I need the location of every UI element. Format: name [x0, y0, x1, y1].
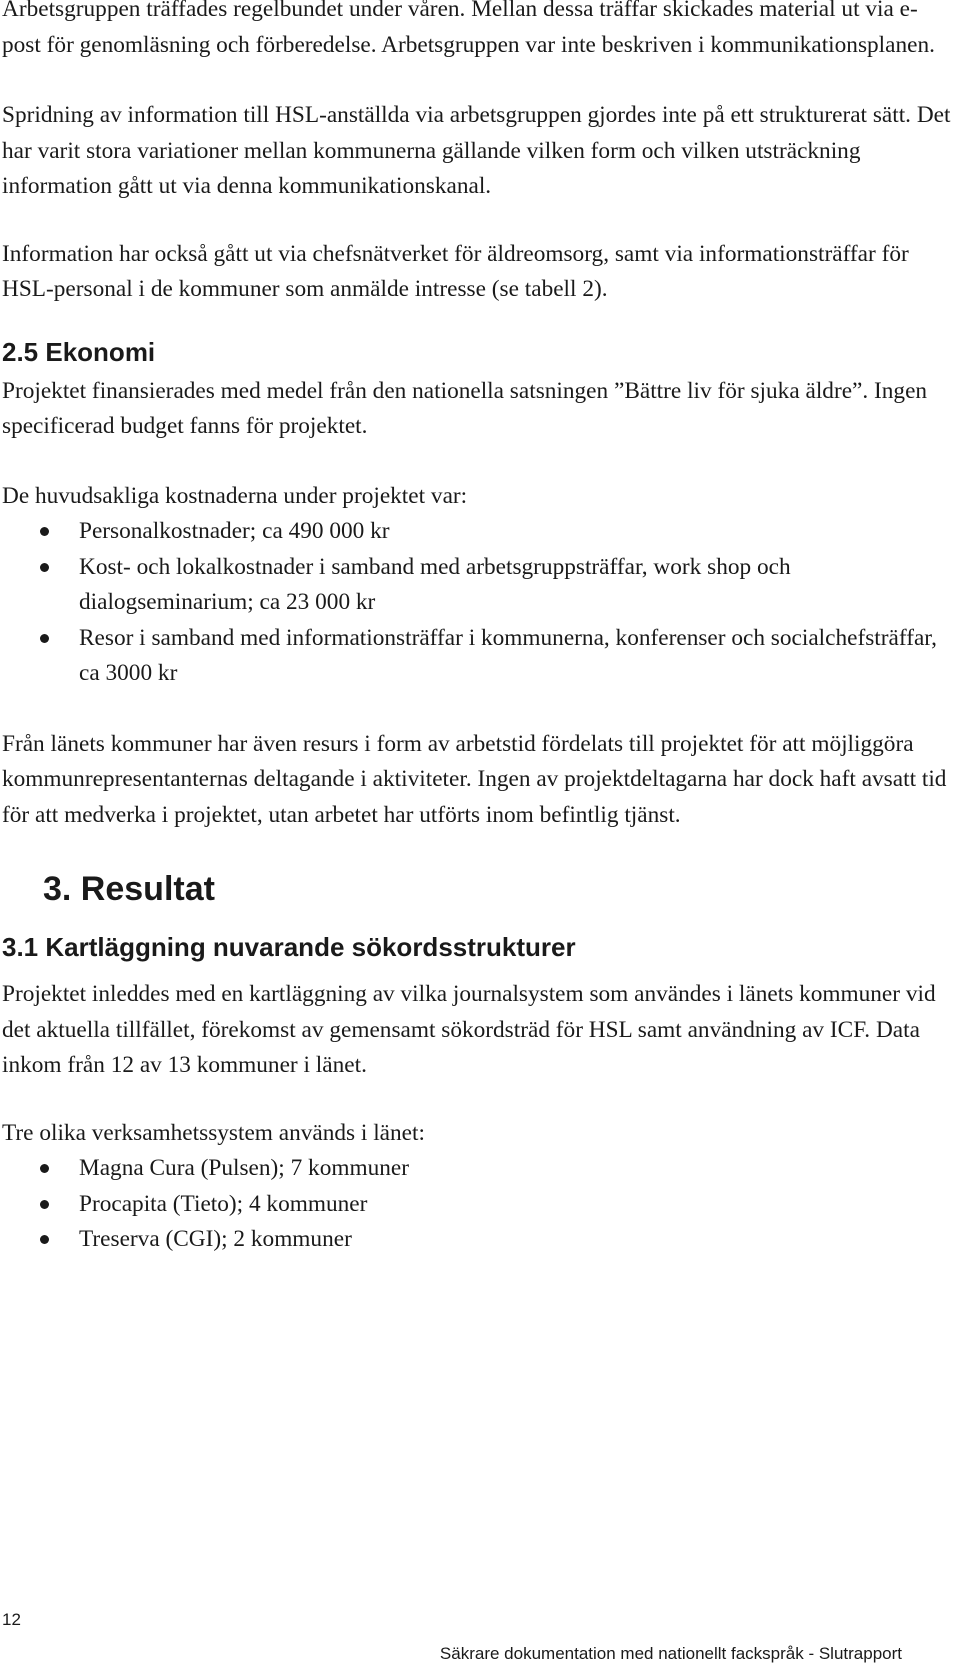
cost-list	[2, 514, 952, 692]
systems-list-intro: Tre olika verksamhetssystem används i länet:	[2, 1119, 425, 1146]
bullet-icon	[40, 527, 49, 536]
paragraph-arbetsgruppen: Arbetsgruppen träffades regelbundet under våren. Mellan dessa träffar skickades material ut via e-post för genomläsning och förberedelse. Arbetsgruppen var inte beskriven i kommunikationsplanen.	[2, 0, 935, 58]
paragraph-resurser: Från länets kommuner har även resurs i form av arbetstid fördelats till projektet för att möjliggöra kommunrepresentanternas deltagande i aktiviteter. Ingen av projektdeltagarna har dock haft avsatt tid för att medverka i projektet, utan arbetet har utförts inom befintlig tjänst.	[2, 730, 947, 828]
systems-list	[2, 1151, 952, 1258]
list-item	[2, 550, 952, 621]
list-item	[2, 1151, 952, 1187]
paragraph-information: Information har också gått ut via chefsnätverket för äldreomsorg, samt via informationsträffar för HSL-personal i de kommuner som anmälde intresse (se tabell 2).	[2, 240, 909, 302]
list-item	[2, 1187, 952, 1223]
cost-list-intro: De huvudsakliga kostnaderna under projektet var:	[2, 482, 468, 509]
list-item-text: Magna Cura (Pulsen); 7 kommuner	[79, 1155, 409, 1181]
bullet-icon	[40, 634, 49, 643]
bullet-icon	[40, 1200, 49, 1209]
list-item	[2, 514, 952, 550]
bullet-icon	[40, 1164, 49, 1173]
page-content	[2, 0, 952, 1258]
bullet-icon	[40, 1235, 49, 1244]
paragraph-finansiering: Projektet finansierades med medel från den nationella satsningen ”Bättre liv för sjuka äldre”. Ingen specificerad budget fanns för projektet.	[2, 377, 928, 439]
list-item-text: Kost- och lokalkostnader i samband med arbetsgruppsträffar, work shop och dialogseminarium; ca 23 000 kr	[79, 553, 791, 615]
heading-resultat: 3. Resultat	[43, 870, 215, 908]
heading-kartlaggning: 3.1 Kartläggning nuvarande sökordsstrukturer	[2, 932, 576, 962]
list-item	[2, 621, 952, 692]
list-item	[2, 1222, 952, 1258]
paragraph-kartlaggning: Projektet inleddes med en kartläggning av vilka journalsystem som användes i länets kommuner vid det aktuella tillfället, förekomst av gemensamt sökordsträd för HSL samt användning av ICF. Data inkom från 12 av 13 kommuner i länet.	[2, 981, 936, 1078]
heading-ekonomi: 2.5 Ekonomi	[2, 336, 156, 367]
footer-document-title: Säkrare dokumentation med nationellt fackspråk - Slutrapport	[439, 1644, 902, 1663]
paragraph-spridning: Spridning av information till HSL-anställda via arbetsgruppen gjordes inte på ett strukturerat sätt. Det har varit stora variationer mellan kommunerna gällande vilken form och vilken utsträckning information gått ut via denna kommunikationskanal.	[2, 102, 951, 199]
list-item-text: Treserva (CGI); 2 kommuner	[79, 1226, 352, 1252]
list-item-text: Resor i samband med informationsträffar i kommunerna, konferenser och socialchefsträffar, ca 3000 kr	[79, 624, 937, 686]
bullet-icon	[40, 563, 49, 572]
list-item-text: Procapita (Tieto); 4 kommuner	[79, 1190, 368, 1217]
list-item-text: Personalkostnader; ca 490 000 kr	[79, 518, 390, 544]
page-number: 12	[2, 1610, 21, 1629]
